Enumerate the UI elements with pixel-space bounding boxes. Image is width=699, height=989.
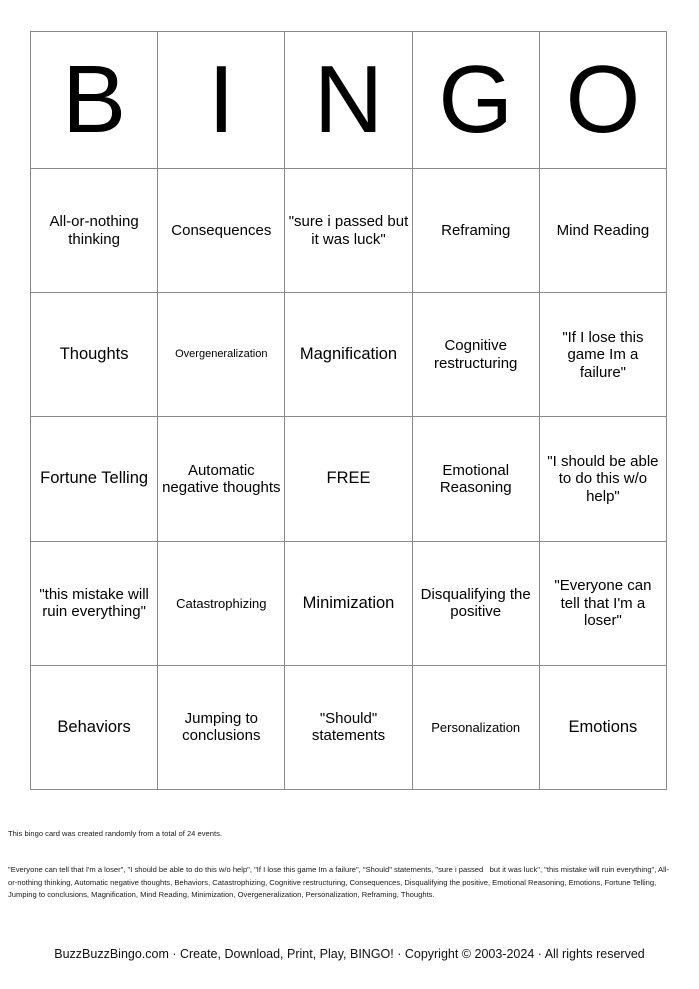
footnote [8, 803, 678, 926]
bingo-cell[interactable] [285, 169, 412, 292]
bingo-cell-label: Fortune Telling [40, 469, 149, 488]
bingo-cell-label: Thoughts [59, 345, 129, 364]
bingo-cell-label: Consequences [171, 221, 272, 239]
bingo-cell-label: All-or-nothing thinking [49, 213, 139, 248]
bingo-cell[interactable] [413, 417, 540, 540]
bingo-card [30, 31, 667, 790]
bingo-cell-label: Behaviors [57, 717, 131, 736]
bingo-cell[interactable] [31, 542, 158, 665]
bingo-cell-label: Jumping to conclusions [182, 710, 261, 745]
bingo-cell[interactable] [158, 666, 285, 789]
bingo-cell-label: Cognitive restructuring [434, 337, 518, 372]
bingo-cell-label: Mind Reading [556, 221, 650, 239]
bingo-grid [31, 169, 666, 789]
bingo-letter-b: B [62, 46, 127, 153]
bingo-letter-g: G [438, 46, 514, 153]
bingo-cell-label: "Should" statements [311, 710, 386, 745]
footnote-line-2: "Everyone can tell that I'm a loser", "I should be able to do this w/o help", "If I lose this game Im a failure", "Should" statements, "sure i passed but it was luck", "this mistake will ruin everything", All-or-nothing thinking, Automatic negative thoughts, Behaviors, Catastrophizing, Cognitive restructuring, Consequences, Disqualifying the positive, Emotional Reasoning, Emotions, Fortune Telling, Jumping to conclusions, Magnification, Mind Reading, Minimization, Overgeneralization, Personalization, Reframing, Thoughts. [8, 865, 670, 900]
bingo-cell-label: Automatic negative thoughts [162, 461, 281, 496]
bingo-cell[interactable] [413, 542, 540, 665]
bingo-cell-label: Catastrophizing [176, 595, 267, 611]
bingo-cell-label: "this mistake will ruin everything" [39, 585, 149, 621]
bingo-letter-i: I [207, 46, 235, 153]
bingo-header-cell-n [285, 32, 412, 168]
bingo-cell-label: Personalization [431, 719, 521, 735]
bingo-cell[interactable] [158, 542, 285, 665]
bingo-cell[interactable] [540, 417, 666, 540]
bingo-header-cell-b [31, 32, 158, 168]
bingo-row [31, 293, 666, 417]
bingo-cell[interactable] [285, 293, 412, 416]
bingo-row [31, 169, 666, 293]
footnote-line-1: This bingo card was created randomly from a total of 24 events. [8, 828, 222, 838]
bingo-cell[interactable] [285, 666, 412, 789]
bingo-header-row [31, 32, 666, 169]
footer-text: BuzzBuzzBingo.com · Create, Download, Print, Play, BINGO! · Copyright © 2003-2024 · All rights reserved [54, 947, 645, 961]
bingo-cell-label: Reframing [441, 221, 511, 239]
bingo-cell-label: Emotions [568, 717, 638, 736]
site-footer [0, 947, 699, 961]
bingo-cell-label: Disqualifying the positive [420, 585, 531, 621]
bingo-cell-label: FREE [326, 469, 371, 488]
bingo-cell[interactable] [413, 169, 540, 292]
bingo-row [31, 666, 666, 789]
bingo-letter-o: O [565, 46, 641, 153]
bingo-header-cell-i [158, 32, 285, 168]
bingo-cell-label: Emotional Reasoning [439, 461, 512, 496]
bingo-cell[interactable] [540, 542, 666, 665]
bingo-cell-label: "sure i passed but it was luck" [288, 213, 409, 248]
bingo-cell[interactable] [31, 293, 158, 416]
bingo-cell[interactable] [158, 417, 285, 540]
bingo-cell[interactable] [285, 542, 412, 665]
bingo-row [31, 542, 666, 666]
bingo-row [31, 417, 666, 541]
bingo-cell-label: "If I lose this game Im a failure" [562, 328, 644, 381]
bingo-cell-label: Minimization [302, 593, 395, 612]
bingo-cell[interactable] [158, 169, 285, 292]
bingo-cell[interactable] [540, 169, 666, 292]
bingo-cell-free[interactable] [285, 417, 412, 540]
bingo-cell-label: "I should be able to do this w/o help" [547, 452, 659, 505]
bingo-cell-label: Overgeneralization [175, 348, 268, 361]
bingo-header-cell-g [413, 32, 540, 168]
bingo-letter-n: N [313, 46, 384, 153]
bingo-cell[interactable] [413, 293, 540, 416]
bingo-cell[interactable] [31, 417, 158, 540]
bingo-cell[interactable] [540, 666, 666, 789]
bingo-cell-label: Magnification [299, 345, 398, 364]
bingo-cell[interactable] [413, 666, 540, 789]
bingo-cell[interactable] [31, 169, 158, 292]
bingo-header-cell-o [540, 32, 666, 168]
bingo-cell[interactable] [540, 293, 666, 416]
bingo-cell[interactable] [158, 293, 285, 416]
bingo-cell-label: "Everyone can tell that I'm a loser" [554, 577, 652, 629]
bingo-cell[interactable] [31, 666, 158, 789]
